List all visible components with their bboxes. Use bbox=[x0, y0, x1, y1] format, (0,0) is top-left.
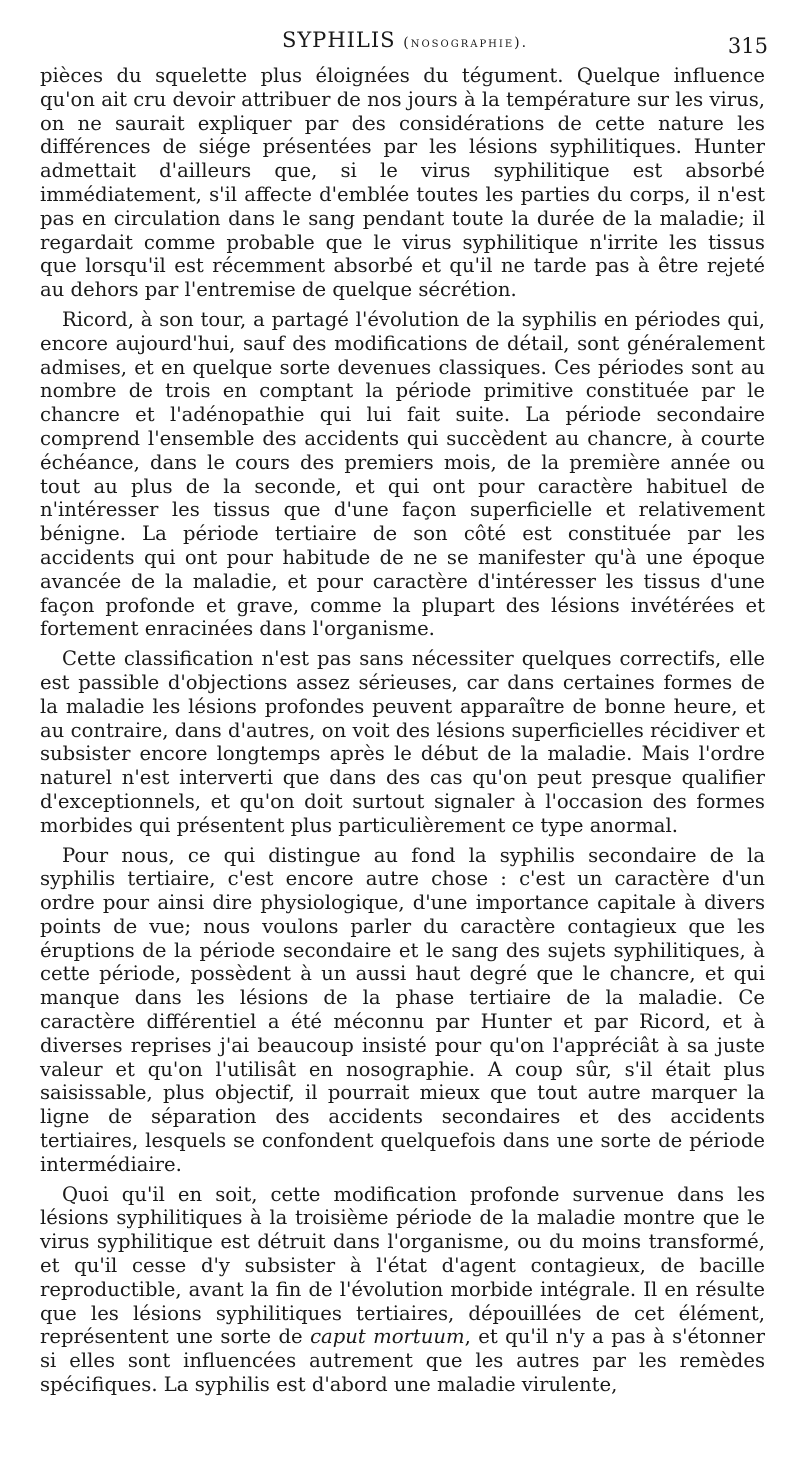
paragraph-1: pièces du squelette plus éloignées du tégument. Quelque influence qu'on ait cru devoir attribuer de nos jours à la température sur les virus, on ne saurait expliquer par des considérations de cette nature les différences de siége présentées par les lésions syphilitiques. Hunter admettait d'ailleurs que, si le virus syphilitique est absorbé immédiatement, s'il affecte d'emblée toutes les parties du corps, il n'est pas en circulation dans le sang pendant toute la durée de la maladie; il regardait comme probable que le virus syphilitique n'irrite les tissus que lorsqu'il est récemment absorbé et qu'il ne tarde pas à être rejeté au dehors par l'entremise de quelque sécrétion. bbox=[40, 64, 765, 302]
body-text bbox=[40, 64, 765, 1403]
paragraph-4: Pour nous, ce qui distingue au fond la syphilis secondaire de la syphilis tertiaire, c'est encore autre chose : c'est un caractère d'un ordre pour ainsi dire physiologique, d'une importance capitale à divers points de vue; nous voulons parler du caractère contagieux que les éruptions de la période secondaire et le sang des sujets syphilitiques, à cette période, possèdent à un aussi haut degré que le chancre, et qui manque dans les lésions de la phase tertiaire de la maladie. Ce caractère différentiel a été méconnu par Hunter et par Ricord, et à diverses reprises j'ai beaucoup insisté pour qu'on l'appréciât à sa juste valeur et qu'on l'utilisât en nosographie. A coup sûr, s'il était plus saisissable, plus objectif, il pourrait mieux que tout autre marquer la ligne de séparation des accidents secondaires et des accidents tertiaires, lesquels se confondent quelquefois dans une sorte de période intermédiaire. bbox=[40, 843, 765, 1176]
running-header bbox=[40, 22, 770, 62]
running-title-sub: (nosographie). bbox=[403, 35, 529, 51]
paragraph-3: Cette classification n'est pas sans nécessiter quelques correctifs, elle est passible d'objections assez sérieuses, car dans certaines formes de la maladie les lésions profondes peuvent apparaître de bonne heure, et au contraire, dans d'autres, on voit des lésions superficielles récidiver et subsister encore longtemps après le début de la maladie. Mais l'ordre naturel n'est interverti que dans des cas qu'on peut presque qualifier d'exceptionnels, et qu'on doit surtout signaler à l'occasion des formes morbides qui présentent plus particulièrement ce type anormal. bbox=[40, 647, 765, 837]
paragraph-5-text-a: Quoi qu'il en soit, cette modification profonde survenue dans les lésions syphilitiques à la troisième période de la maladie montre que le virus syphilitique est détruit dans l'organisme, ou du moins transformé, et qu'il cesse d'y subsister à l'état d'agent contagieux, de bacille reproductible, avant la fin de l'évolution morbide intégrale. Il en résulte que les lésions syphilitiques tertiaires, dépouillées de cet élément, représentent une sorte de bbox=[40, 1182, 765, 1349]
page-number: 315 bbox=[727, 34, 768, 58]
paragraph-5-italic: caput mortuum bbox=[310, 1325, 465, 1349]
paragraph-2: Ricord, à son tour, a partagé l'évolution de la syphilis en périodes qui, encore aujourd'hui, sauf des modifications de détail, sont généralement admises, et en quelque sorte devenues classiques. Ces périodes sont au nombre de trois en comptant la période primitive constituée par le chancre et l'adénopathie qui lui fait suite. La période secondaire comprend l'ensemble des accidents qui succèdent au chancre, à courte échéance, dans le cours des premiers mois, de la première année ou tout au plus de la seconde, et qui ont pour caractère habituel de n'intéresser les tissus que d'une façon superficielle et relativement bénigne. La période tertiaire de son côté est constituée par les accidents qui ont pour habitude de ne se manifester qu'à une époque avancée de la maladie, et pour caractère d'intéresser les tissus d'une façon profonde et grave, comme la plupart des lésions invétérées et fortement enracinées dans l'organisme. bbox=[40, 307, 765, 641]
paragraph-5 bbox=[40, 1183, 765, 1397]
running-title bbox=[40, 28, 770, 52]
paragraph-5-text-b: , et qu'il n'y a pas à s'étonner si elles sont influencées autrement que les autres par les remèdes spécifiques. La syphilis est d'abord une maladie virulente, bbox=[40, 1325, 765, 1397]
running-title-main: SYPHILIS bbox=[281, 28, 396, 52]
